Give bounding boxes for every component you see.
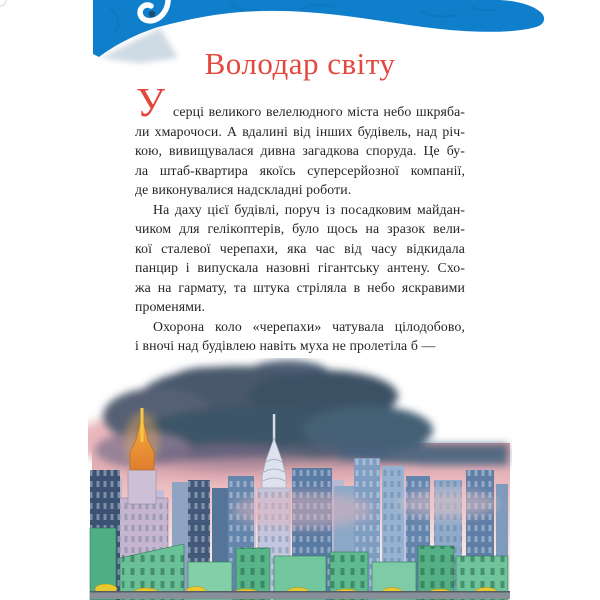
chapter-title: Володар світу	[204, 46, 396, 81]
text-line: На даху цієї будівлі, поруч із посадковим майдан-	[153, 201, 465, 217]
paragraph	[135, 79, 465, 200]
curl-center-dot	[149, 11, 156, 18]
text-line: ла штаб-квартира якоїсь суперсерйозної компанії,	[135, 162, 465, 178]
paragraph	[135, 317, 465, 356]
text-line: кою, вивищувалася дивна загадкова споруда. Це бу-	[135, 143, 465, 158]
drop-cap: У	[136, 79, 166, 125]
text-line: панцир і випускала назовні гігантську антену. Схо-	[135, 260, 465, 275]
city-illustration	[88, 358, 512, 600]
text-line: жа на гармату, та штука стріляла в небо яскравими	[135, 279, 465, 295]
text-line: променями.	[135, 299, 206, 314]
road-band	[90, 591, 510, 599]
text-line: чиком для гелікоптерів, було щось на зразок вели-	[135, 221, 465, 236]
body-text	[135, 79, 465, 356]
text-line: і вночі над будівлею навіть муха не пролетіла б —	[135, 338, 436, 353]
text-line: кої сталевої черепахи, яка час від часу відкидала	[135, 240, 465, 256]
paragraph	[135, 200, 465, 317]
text-line: ли хмарочоси. А вдалині від інших будівель, над річ-	[135, 123, 465, 139]
text-line: де виконувалися надскладні роботи.	[135, 182, 352, 197]
storm-cloud	[95, 360, 508, 482]
text-line: Охорона коло «черепахи» чатувала цілодобово,	[153, 318, 465, 334]
text-line: серці великого велелюдного міста небо шкряба-	[173, 104, 465, 119]
